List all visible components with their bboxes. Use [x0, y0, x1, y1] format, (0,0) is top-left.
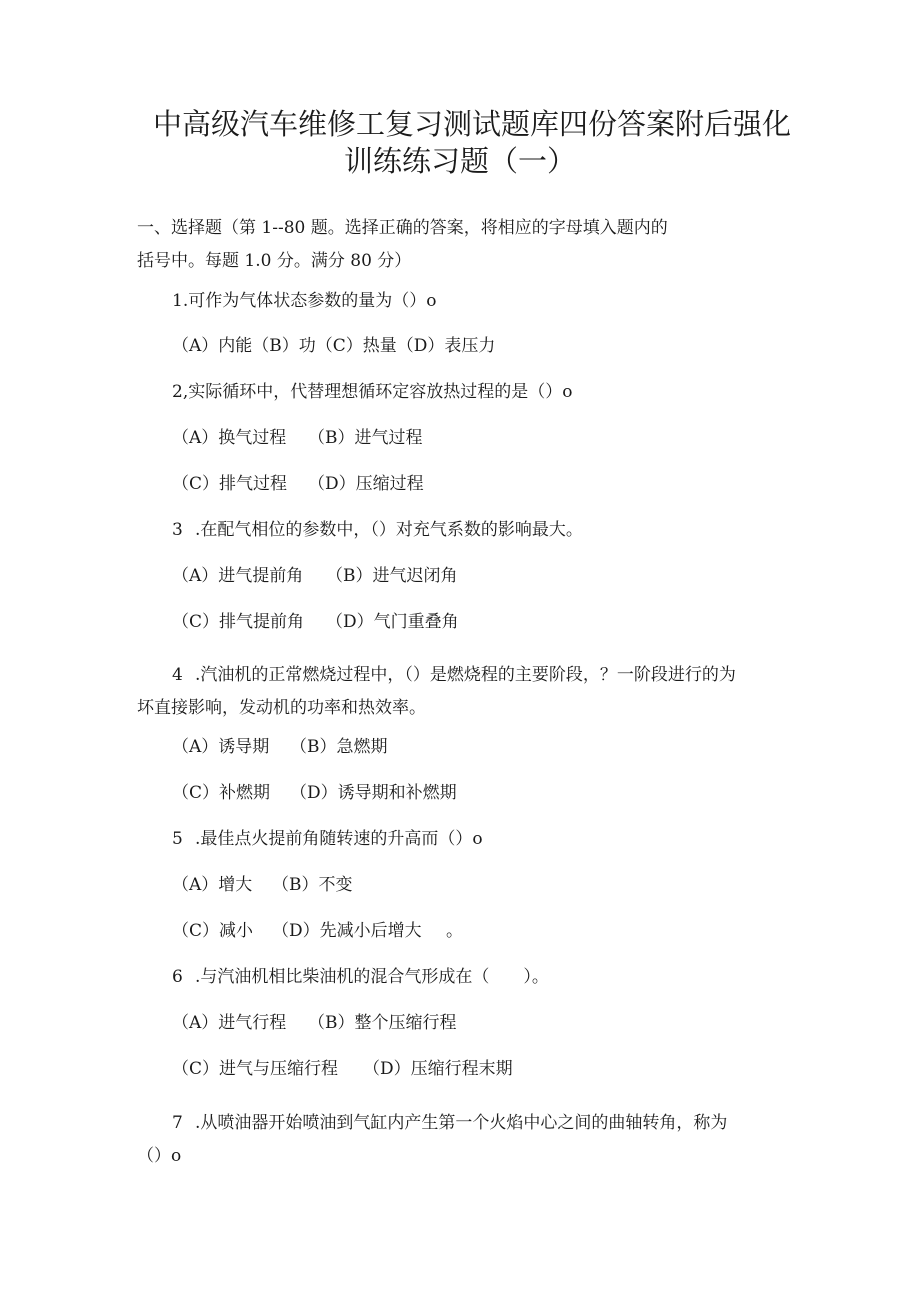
question-2-stem: 2,实际循环中，代替理想循环定容放热过程的是（）o — [172, 382, 573, 402]
question-3-option-a: （A）进气提前角 — [172, 566, 304, 586]
document-title-line2: 训练练习题（一） — [343, 144, 576, 178]
question-3-option-b: （B）进气迟闭角 — [326, 566, 458, 586]
question-5-stem: .最佳点火提前角随转速的升高而（）o — [195, 829, 483, 849]
question-4-stem-cont: 坏直接影响，发动机的功率和热效率。 — [137, 698, 426, 718]
question-3-number: 3 — [172, 520, 183, 540]
question-6-option-c: （C）进气与压缩行程 — [172, 1059, 339, 1079]
question-3-stem: .在配气相位的参数中，（）对充气系数的影响最大。 — [195, 520, 583, 540]
question-4-number: 4 — [172, 665, 183, 685]
question-1-stem: 1.可作为气体状态参数的量为（）o — [172, 291, 437, 311]
question-3-option-d: （D）气门重叠角 — [326, 612, 459, 632]
section-intro-line1: 一、选择题（第 1--80 题。选择正确的答案，将相应的字母填入题内的 — [137, 218, 668, 238]
question-5-option-d: （D）先减小后增大 — [272, 921, 422, 941]
question-5-trailing-mark: 。 — [446, 921, 463, 941]
question-7-stem: .从喷油器开始喷油到气缸内产生第一个火焰中心之间的曲轴转角，称为 — [195, 1113, 728, 1133]
question-6-option-b: （B）整个压缩行程 — [308, 1013, 457, 1033]
question-4-option-a: （A）诱导期 — [172, 737, 270, 757]
question-2-option-c: （C）排气过程 — [172, 474, 288, 494]
question-5-number: 5 — [172, 829, 183, 849]
question-1-options: （A）内能（B）功（C）热量（D）表压力 — [172, 336, 496, 356]
question-5-option-c: （C）减小 — [172, 921, 254, 941]
question-2-option-d: （D）压缩过程 — [308, 474, 424, 494]
question-5-option-b: （B）不变 — [272, 875, 353, 895]
question-7-number: 7 — [172, 1113, 183, 1133]
question-4-option-d: （D）诱导期和补燃期 — [290, 783, 457, 803]
question-6-stem: .与汽油机相比柴油机的混合气形成在（ ）。 — [195, 967, 549, 987]
question-2-option-a: （A）换气过程 — [172, 428, 287, 448]
question-7-stem-cont: （）o — [137, 1146, 182, 1166]
question-3-option-c: （C）排气提前角 — [172, 612, 305, 632]
question-2-option-b: （B）进气过程 — [308, 428, 423, 448]
question-5-option-a: （A）增大 — [172, 875, 253, 895]
question-4-option-b: （B）急燃期 — [290, 737, 388, 757]
question-4-option-c: （C）补燃期 — [172, 783, 271, 803]
question-6-option-d: （D）压缩行程末期 — [363, 1059, 513, 1079]
document-title-line1: 中高级汽车维修工复习测试题库四份答案附后强化 — [152, 107, 791, 141]
question-6-number: 6 — [172, 967, 183, 987]
question-6-option-a: （A）进气行程 — [172, 1013, 287, 1033]
section-intro-line2: 括号中。每题 1.0 分。满分 80 分） — [137, 251, 412, 271]
question-4-stem: .汽油机的正常燃烧过程中，（）是燃烧程的主要阶段，？一阶段进行的为 — [195, 665, 736, 685]
